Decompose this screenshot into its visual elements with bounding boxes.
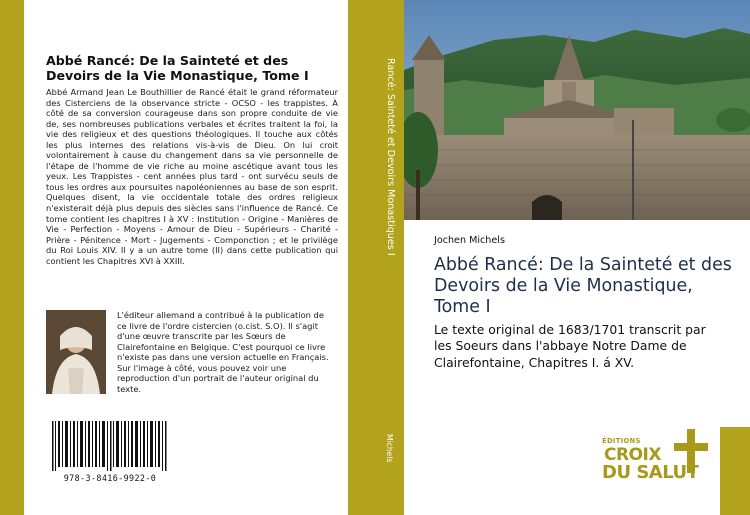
publisher-logo-croix: CROIX: [604, 445, 661, 465]
isbn-number: 978-3-8416-9922-0: [63, 473, 157, 483]
publisher-logo-salut: DU SALUT: [602, 462, 699, 483]
monastery-photo: [404, 0, 750, 220]
publisher-note: L'éditeur allemand a contribué à la publication de ce livre de l'ordre cistercien (o.cist. S.O). Il s'agit d'une œuvre transcrite par les Sœurs de Clairefontaine en Belgique. C'est pourquoi ce livre n'existe pas dans une version actuelle en Français. Sur l'image à côté, vous pouvez voir une reproduction d'un portrait de l'auteur original du texte.: [117, 310, 329, 394]
back-cover-description: Abbé Armand Jean Le Bouthillier de Rancé était le grand réformateur des Cisterciens de la observance stricte - OCSO - les trappistes. À côté de sa conversion courageuse dans son propre conduite de vie de, ses nombreuses publications verbales et écrites traitent la foi, la vie des religieux et des questions théologiques. Il touche aux côtés les plus internes des relations vis-à-vis de Dieu. On lui croit volontairement à cause du changement dans sa vie personnelle de l'étape de l'homme de vie riche au moine ascétique avant tous les yeux. Les Trappistes - cent années plus tard - ont survécu seuls de tous les ordres aux poursuites napoléoniennes au base de son esprit. Quelques disent, la vie occidentale totale des ordres religieux n'existerait déjà plus depuis des siècles sans l'influence de Rancé. Ce tome contient les chapitres I à XV : Institution - Origine - Manières de Vie - Perfection - Moyens - Amour de Dieu - Supérieurs - Charité - Prière - Pénitence - Mort - Jugements - Componction ; et le privilège du Roi Louis XIV. Il y a un autre tome (II) dans cette publication qui contient les Chapitres XVI à XXIII.: [46, 87, 338, 266]
cross-icon: [674, 429, 708, 473]
author-portrait: [46, 310, 106, 394]
spine-title: Rancé: Sainteté et Devoirs Monastiques I: [385, 58, 396, 256]
book-spine: [348, 0, 404, 515]
back-cover-title: Abbé Rancé: De la Sainteté et des Devoirs de la Vie Monastique, Tome I: [46, 53, 309, 83]
spine-author: Michels: [385, 434, 394, 463]
isbn-barcode: [48, 421, 172, 485]
front-cover-subtitle: Le texte original de 1683/1701 transcrit par les Soeurs dans l'abbaye Notre Dame de Clairefontaine, Chapitres I. á XV.: [434, 322, 706, 370]
front-cover: [404, 0, 750, 515]
front-cover-strip: [720, 427, 750, 515]
back-cover: [24, 0, 348, 515]
front-cover-title: Abbé Rancé: De la Sainteté et des Devoirs de la Vie Monastique, Tome I: [434, 255, 732, 317]
back-cover-strip: [0, 0, 24, 515]
publisher-logo-editions: ÉDITIONS: [602, 437, 641, 445]
front-cover-author: Jochen Michels: [434, 235, 505, 246]
